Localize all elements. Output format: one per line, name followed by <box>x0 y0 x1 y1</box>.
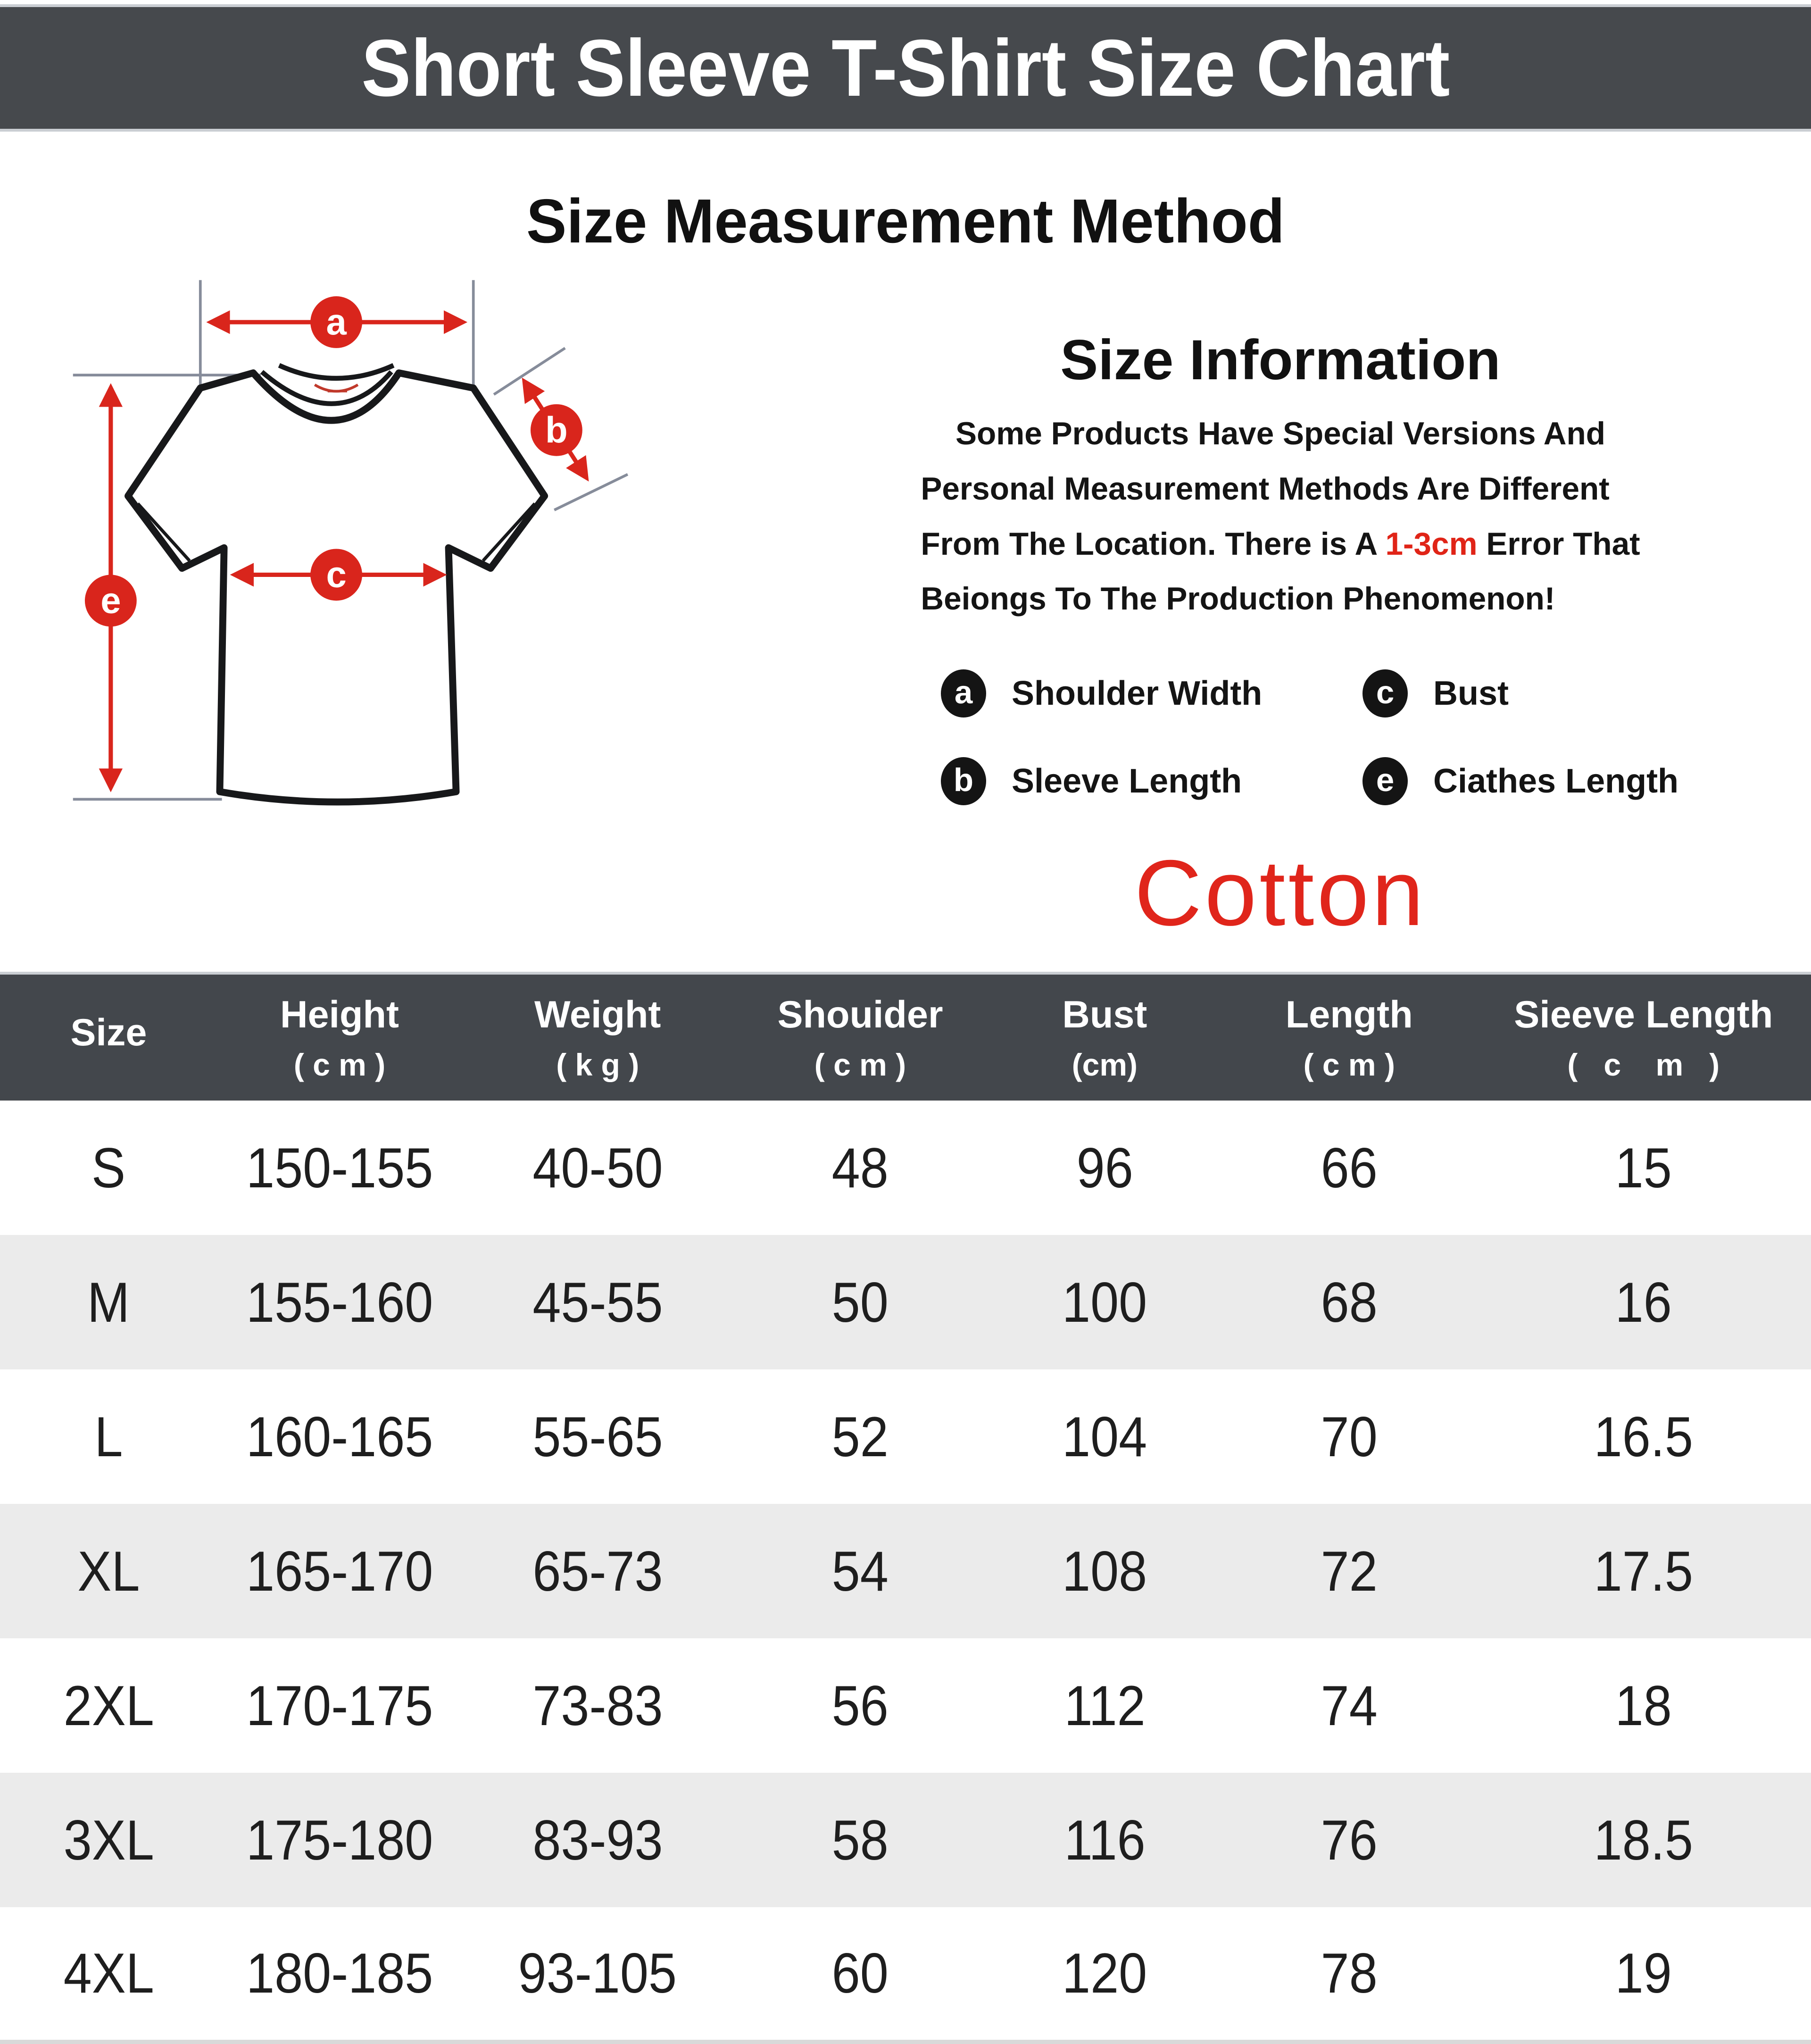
header-sleeve-length: Sieeve Length ( c m ) <box>1476 973 1811 1101</box>
cell-length: 70 <box>1321 1405 1378 1468</box>
diagram-label-a: a <box>326 301 347 342</box>
cell-length: 66 <box>1321 1136 1378 1200</box>
legend-item-sleeve-length <box>941 757 1362 805</box>
legend-item-bust <box>1362 669 1678 717</box>
tshirt-measurement-diagram <box>71 274 654 824</box>
material-label: Cotton <box>1134 841 1427 945</box>
legend-label: Bust <box>1433 675 1509 713</box>
cell-weight: 45-55 <box>532 1270 663 1334</box>
cell-weight: 73-83 <box>532 1674 663 1737</box>
cell-bust: 96 <box>1076 1136 1133 1200</box>
cell-length: 74 <box>1321 1674 1378 1737</box>
table-row-4xl <box>0 1907 1811 2042</box>
cell-height: 175-180 <box>246 1808 433 1872</box>
diagram-label-b: b <box>545 409 568 451</box>
cell-shoulder: 50 <box>831 1270 889 1334</box>
size-table-header <box>0 973 1811 1101</box>
cell-length: 76 <box>1321 1808 1378 1872</box>
legend-label: Ciathes Length <box>1433 762 1679 801</box>
cell-shoulder: 52 <box>831 1405 889 1468</box>
cell-size: XL <box>77 1539 140 1603</box>
cell-sleeve: 19 <box>1615 1942 1672 2005</box>
cell-bust: 108 <box>1062 1539 1147 1603</box>
table-row-s <box>0 1101 1811 1235</box>
cell-sleeve: 17.5 <box>1594 1539 1693 1603</box>
cell-size: S <box>91 1136 126 1200</box>
cell-sleeve: 18.5 <box>1594 1808 1693 1872</box>
cell-shoulder: 48 <box>831 1136 889 1200</box>
cell-bust: 104 <box>1062 1405 1147 1468</box>
cell-height: 150-155 <box>246 1136 433 1200</box>
cell-shoulder: 54 <box>831 1539 889 1603</box>
table-row-l <box>0 1369 1811 1504</box>
info-line-2: Personal Measurement Methods Are Different <box>921 471 1610 507</box>
cell-height: 160-165 <box>246 1405 433 1468</box>
header-length: Length ( c m ) <box>1222 973 1476 1101</box>
diagram-column <box>0 268 707 824</box>
measurement-method-heading: Size Measurement Method <box>526 186 1285 256</box>
page-title: Short Sleeve T-Shirt Size Chart <box>361 23 1450 113</box>
cell-length: 78 <box>1321 1942 1378 2005</box>
table-row-m <box>0 1235 1811 1369</box>
legend-label: Shoulder Width <box>1012 675 1263 713</box>
header-bust: Bust (cm) <box>987 973 1222 1101</box>
collar-tag <box>315 385 358 392</box>
measurement-legend <box>941 669 1678 805</box>
size-information-text <box>921 407 1640 627</box>
upper-content <box>0 268 1811 946</box>
badge-c-icon: c <box>1362 669 1408 717</box>
cell-bust: 120 <box>1062 1942 1147 2005</box>
badge-a-icon: a <box>941 669 986 717</box>
table-row-3xl <box>0 1773 1811 1907</box>
cell-height: 155-160 <box>246 1270 433 1334</box>
cell-weight: 65-73 <box>532 1539 663 1603</box>
cell-weight: 55-65 <box>532 1405 663 1468</box>
cell-length: 72 <box>1321 1539 1378 1603</box>
header-height: Height ( c m ) <box>217 973 462 1101</box>
cell-bust: 100 <box>1062 1270 1147 1334</box>
legend-item-shoulder-width <box>941 669 1362 717</box>
size-table-body <box>0 1101 1811 2042</box>
cell-height: 170-175 <box>246 1674 433 1737</box>
legend-item-clothes-length <box>1362 757 1678 805</box>
info-line-3-before: From The Location. There is A <box>921 526 1386 562</box>
cell-shoulder: 56 <box>831 1674 889 1737</box>
cell-sleeve: 16.5 <box>1594 1405 1693 1468</box>
cell-sleeve: 18 <box>1615 1674 1672 1737</box>
cell-size: 4XL <box>63 1942 154 2005</box>
header-weight: Weight ( k g ) <box>462 973 733 1101</box>
cell-sleeve: 15 <box>1615 1136 1672 1200</box>
cell-size: 3XL <box>63 1808 154 1872</box>
info-line-3 <box>921 517 1640 572</box>
cell-shoulder: 58 <box>831 1808 889 1872</box>
diagram-label-e: e <box>100 580 121 621</box>
cell-weight: 83-93 <box>532 1808 663 1872</box>
info-line-4: Beiongs To The Production Phenomenon! <box>921 581 1555 617</box>
cell-size: 2XL <box>63 1674 154 1737</box>
cell-bust: 112 <box>1064 1674 1146 1737</box>
badge-b-icon: b <box>941 757 986 805</box>
table-row-2xl <box>0 1638 1811 1773</box>
info-line-3-after: Error That <box>1477 526 1640 562</box>
cell-shoulder: 60 <box>831 1942 889 2005</box>
cell-weight: 93-105 <box>518 1942 677 2005</box>
cell-height: 180-185 <box>246 1942 433 2005</box>
header-size: Size <box>0 973 217 1101</box>
badge-e-icon: e <box>1362 757 1408 805</box>
cell-size: L <box>94 1405 123 1468</box>
legend-label: Sleeve Length <box>1012 762 1242 801</box>
header-shoulder: Shouider ( c m ) <box>733 973 987 1101</box>
cell-size: M <box>87 1270 130 1334</box>
info-line-1: Some Products Have Special Versions And <box>955 416 1605 451</box>
cell-bust: 116 <box>1064 1808 1146 1872</box>
info-column <box>707 268 1811 946</box>
diagram-label-c: c <box>326 554 347 595</box>
size-information-heading: Size Information <box>1060 328 1501 392</box>
cell-sleeve: 16 <box>1615 1270 1672 1334</box>
size-table <box>0 972 1811 2044</box>
cell-height: 165-170 <box>246 1539 433 1603</box>
cell-weight: 40-50 <box>532 1136 663 1200</box>
banner <box>0 4 1811 132</box>
cell-length: 68 <box>1321 1270 1378 1334</box>
tolerance-highlight: 1-3cm <box>1385 526 1478 562</box>
table-row-xl <box>0 1504 1811 1638</box>
